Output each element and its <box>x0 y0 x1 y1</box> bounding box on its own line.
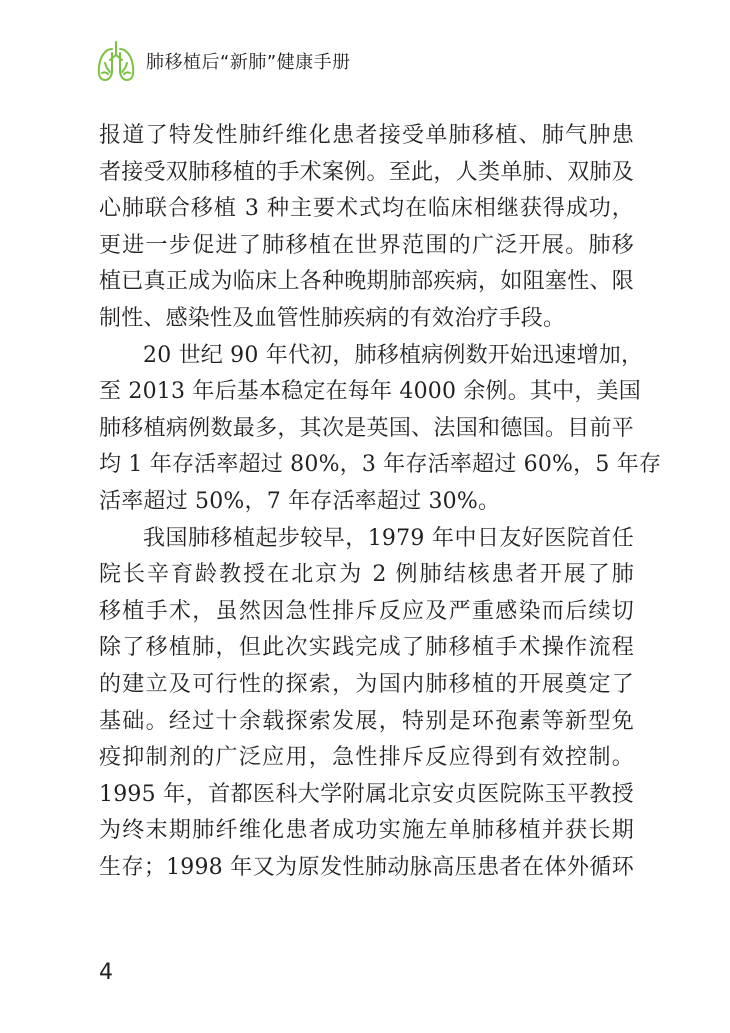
text-line: 除了移植肺，但此次实践完成了肺移植手术操作流程 <box>99 635 634 661</box>
text-line: 移植手术，虽然因急性排斥反应及严重感染而后续切 <box>99 598 634 624</box>
text-line: 生存；1998 年又为原发性肺动脉高压患者在体外循环 <box>99 854 634 880</box>
text-line: 基础。经过十余载探索发展，特别是环孢素等新型免 <box>99 708 634 734</box>
text-line: 1995 年，首都医科大学附属北京安贞医院陈玉平教授 <box>99 781 634 807</box>
lung-icon <box>96 39 136 83</box>
text-line: 院长辛育龄教授在北京为 2 例肺结核患者开展了肺 <box>99 562 634 588</box>
text-line: 为终末期肺纤维化患者成功实施左单肺移植并获长期 <box>99 818 634 844</box>
running-header <box>96 36 351 86</box>
text-line: 报道了特发性肺纤维化患者接受单肺移植、肺气肿患 <box>99 123 634 148</box>
page-number: 4 <box>99 960 113 985</box>
text-line: 植已真正成为临床上各种晚期肺部疾病，如阻塞性、限 <box>99 269 634 295</box>
text-line: 活率超过 50%，7 年存活率超过 30%。 <box>99 488 501 514</box>
text-line: 制性、感染性及血管性肺疾病的有效治疗手段。 <box>99 305 566 331</box>
text-line: 者接受双肺移植的手术案例。至此，人类单肺、双肺及 <box>99 159 634 185</box>
body-text <box>99 118 662 886</box>
text-line: 我国肺移植起步较早，1979 年中日友好医院首任 <box>143 525 634 551</box>
header-title: 肺移植后“新肺”健康手册 <box>146 52 351 73</box>
text-line: 均 1 年存活率超过 80%，3 年存活率超过 60%，5 年存 <box>99 452 662 478</box>
text-line: 心肺联合移植 3 种主要术式均在临床相继获得成功， <box>99 196 634 222</box>
text-line: 的建立及可行性的探索，为国内肺移植的开展奠定了 <box>99 671 634 697</box>
text-line: 更进一步促进了肺移植在世界范围的广泛开展。肺移 <box>99 232 634 258</box>
text-line: 肺移植病例数最多，其次是英国、法国和德国。目前平 <box>99 415 634 441</box>
text-line: 疫抑制剂的广泛应用，急性排斥反应得到有效控制。 <box>99 745 634 771</box>
text-line: 20 世纪 90 年代初，肺移植病例数开始迅速增加， <box>143 342 644 368</box>
text-line: 至 2013 年后基本稳定在每年 4000 余例。其中，美国 <box>99 379 641 405</box>
